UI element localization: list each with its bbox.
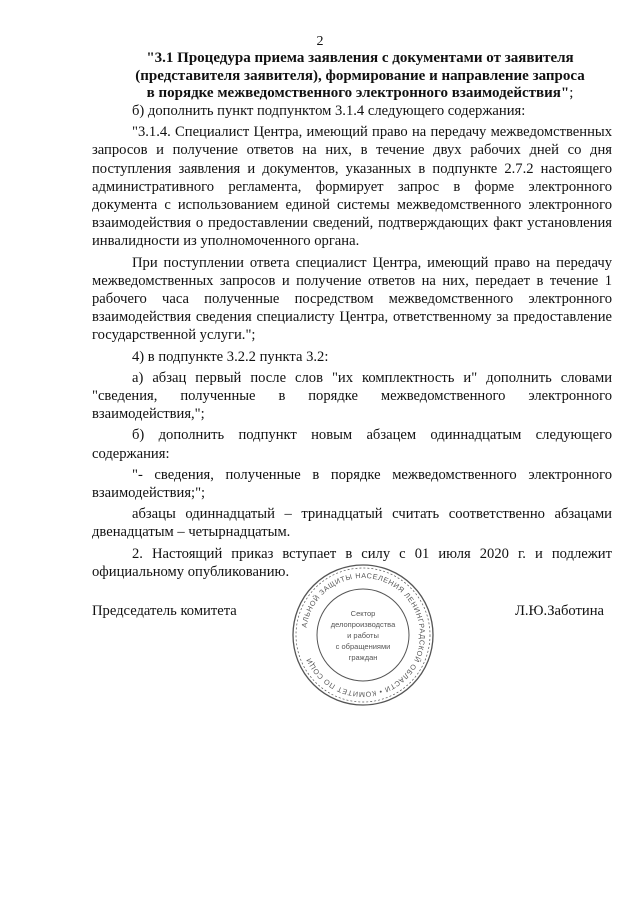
stamp-ring-text: АЛЬНОЙ ЗАЩИТЫ НАСЕЛЕНИЯ ЛЕНИНГРАДСКОЙ ОБЛАСТИ • КОМИТЕТ ПО СОЦИ [299, 570, 428, 700]
official-stamp [288, 560, 438, 710]
paragraph-new-abzac: "- сведения, полученные в порядке межведомственного электронного взаимодействия;"; [92, 466, 612, 502]
svg-text:с обращениями: с обращениями [335, 642, 391, 651]
paragraph-3-1-4: "3.1.4. Специалист Центра, имеющий право на передачу межведомственных запросов и получение ответов на них, в течение двух рабочих дней со дня поступления заявления и документов, указанных в подпункте 2.7.2 настоящего административного регламента, формирует запрос в форме электронного документа с использованием единой системы межведомственного электронного взаимодействия о предоставлении сведений, подтверждающих факт установления инвалидности из уполномоченного органа. [92, 124, 612, 250]
svg-text:Сектор: Сектор [350, 609, 376, 618]
heading-line-1: "3.1 Процедура приема заявления с документами от заявителя [146, 50, 574, 66]
paragraph-effective-date: 2. Настоящий приказ вступает в силу с 01 июля 2020 г. и подлежит официальному опубликованию. [92, 545, 612, 580]
svg-text:делопроизводства: делопроизводства [330, 620, 396, 629]
paragraph-b-item: б) дополнить пункт подпунктом 3.1.4 следующего содержания: [132, 103, 526, 119]
heading-line-3-text: в порядке межведомственного электронного взаимодействия" [146, 85, 570, 101]
heading-line-2: (представителя заявителя), формирование и направление запроса [135, 67, 585, 84]
heading-line-3 [110, 85, 610, 103]
paragraph-renumber: абзацы одиннадцатый – тринадцатый считать соответственно абзацами двенадцатым – четырнадцатым. [92, 506, 612, 541]
svg-text:граждан: граждан [348, 653, 378, 662]
paragraph-response: При поступлении ответа специалист Центра, имеющий право на передачу межведомственных запросов и получение ответов на них, передает в течение 1 рабочего часа полученные посредством межведомственного электронного взаимодействия сведения специалисту Центра, ответственному за предоставление государственной услуги."; [92, 254, 612, 344]
stamp-center-text [331, 609, 396, 662]
page-number: 2 [316, 34, 324, 49]
section-heading [110, 50, 610, 103]
paragraph-item-4: 4) в подпункте 3.2.2 пункта 3.2: [132, 348, 329, 365]
heading-semicolon: ; [569, 85, 574, 101]
svg-text:и работы: и работы [347, 631, 379, 640]
signer-name: Л.Ю.Заботина [515, 603, 604, 619]
paragraph-b2-item: б) дополнить подпункт новым абзацем одиннадцатым следующего содержания: [92, 427, 612, 462]
paragraph-a-item: а) абзац первый после слов "их комплектность и" дополнить словами "сведения, полученные в порядке межведомственного электронного взаимодействия,"; [92, 369, 612, 423]
signer-position: Председатель комитета [92, 603, 237, 619]
document-body [92, 102, 612, 584]
